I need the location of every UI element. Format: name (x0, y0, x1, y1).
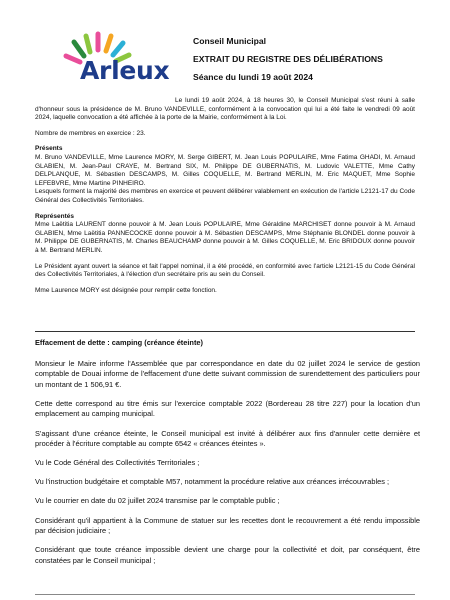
preamble (35, 97, 415, 295)
represented-heading: Représentés (35, 212, 75, 220)
presents-list: M. Bruno VANDEVILLE, Mme Laurence MORY, M. Serge GIBERT, M. Jean Louis POPULAIRE, Mme Fatima GHADI, M. Arnaud GLABIEN, M. Jean-Paul CRAYE, M. Bertrand SIX, M. Philippe DE GUBERNATIS, M. Ludovic VALETTE, Mme Cathy DELPLANQUE, M. Sébastien DESCAMPS, M. Gilles COQUELLE, M. Bertrand MERLIN, M. Eric MAQUET, Mme Sophie LEFEBVRE, Mme Martine PINHEIRO. (35, 153, 415, 187)
deliberation-paragraph: S'agissant d'une créance éteinte, le Conseil municipal est invité à délibérer aux fins d'annuler cette dernière et procéder à l'écriture comptable au compte 6542 « créances éteintes ». (35, 428, 420, 449)
secretary-paragraph: Mme Laurence MORY est désignée pour remplir cette fonction. (35, 286, 217, 294)
deliberation-body (35, 338, 420, 566)
deliberation-paragraph: Considérant qu'il appartient à la Commune de statuer sur les recettes dont le recouvrement a été rendu impossible par décision judiciaire ; (35, 515, 420, 536)
logo-wordmark: Arleux (80, 56, 170, 85)
session-date: Séance du lundi 19 août 2024 (193, 72, 313, 82)
deliberation-paragraph: Monsieur le Maire informe l'Assemblée que par correspondance en date du 02 juillet 2024 le service de gestion comptable de Douai informe de l'effacement d'une dette suivant commission de surendettement des particuliers pour un montant de 1 506,91 €. (35, 358, 420, 389)
deliberation-paragraph: Vu le Code Général des Collectivités Territoriales ; (35, 458, 200, 468)
presents-heading: Présents (35, 145, 63, 153)
deliberation-paragraph: Cette dette correspond au titre émis sur l'exercice comptable 2022 (Bordereau 28 titre 227) pour la location d'un emplacement au camping municipal. (35, 398, 420, 419)
members-count: Nombre de membres en exercice : 23. (35, 129, 146, 137)
council-title: Conseil Municipal (193, 36, 267, 46)
represented-list: Mme Laëtitia LAURENT donne pouvoir à M. Jean Louis POPULAIRE, Mme Géraldine MARCHISET donne pouvoir à M. Arnaud GLABIEN, Mme Laëtitia PANNECOCKE donne pouvoir à M. Sébastien DESCAMPS, Mme Stéphanie BLONDEL donne pouvoir à M. Philippe DE GUBERNATIS, M. Charles BEAUCHAMP donne pouvoir à M. Gilles COQUELLE, M. Eric BRIDOUX donne pouvoir à M. Bertrand MERLIN. (35, 221, 415, 254)
roll-call-paragraph: Le Président ayant ouvert la séance et fait l'appel nominal, il a été procédé, en conformité avec l'article L2121-15 du Code Général des Collectivités Territoriales, à l'élection d'un secrétaire pris au sein du Conseil. (35, 262, 415, 279)
deliberation-paragraph: Vu le courrier en date du 02 juillet 2024 transmise par le comptable public ; (35, 496, 280, 506)
quorum-paragraph: Lesquels forment la majorité des membres en exercice et peuvent délibérer valablement en exécution de l'article L2121-17 du Code Général des Collectivités Territoriales. (35, 188, 415, 204)
deliberation-title: Effacement de dette : camping (créance éteinte) (35, 338, 203, 347)
page-bottom-rule (35, 594, 415, 595)
deliberation-paragraph: Vu l'instruction budgétaire et comptable M57, notamment la procédure relative aux créances irrécouvrables ; (35, 477, 390, 487)
register-title: EXTRAIT DU REGISTRE DES DÉLIBÉRATIONS (193, 54, 383, 64)
intro-paragraph: Le lundi 19 août 2024, à 18 heures 30, le Conseil Municipal s'est réuni à salle d'honneur sous la présidence de M. Bruno VANDEVILLE, conformément à la convocation qui lui a été faite le vendredi 09 août 2024, laquelle convocation a été affichée à la porte de la Mairie, conformément à la Loi. (35, 97, 415, 122)
deliberation-paragraph: Considérant que toute créance impossible devient une charge pour la collectivité et doit, par conséquent, être constatées par le Conseil municipal ; (35, 545, 420, 565)
document-header (193, 32, 423, 86)
section-divider (35, 331, 415, 332)
